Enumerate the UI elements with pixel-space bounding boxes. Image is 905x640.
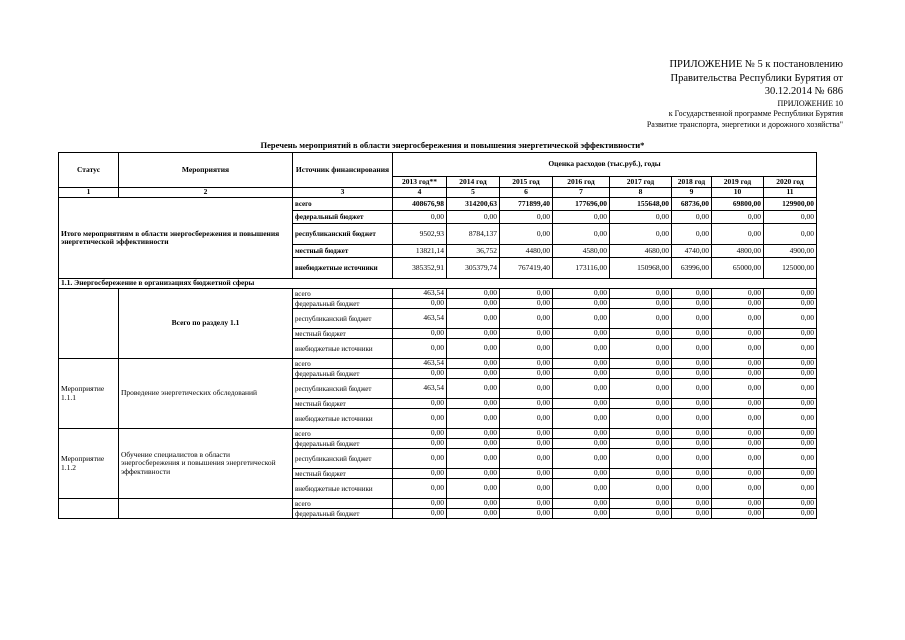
value-cell: 0,00 — [672, 409, 712, 429]
value-cell: 0,00 — [610, 509, 672, 519]
value-cell: 463,54 — [393, 379, 447, 399]
value-cell: 0,00 — [610, 289, 672, 299]
source-cell: федеральный бюджет — [293, 509, 393, 519]
source-cell: внебюджетные источники — [293, 339, 393, 359]
value-cell: 0,00 — [553, 224, 610, 245]
value-cell: 0,00 — [672, 339, 712, 359]
source-cell: всего — [293, 359, 393, 369]
value-cell: 0,00 — [610, 309, 672, 329]
value-cell: 0,00 — [764, 339, 817, 359]
data-row — [59, 499, 817, 509]
year-header: 2015 год — [500, 177, 553, 188]
section-title: 1.1. Энергосбережение в организациях бюджетной сферы — [59, 279, 817, 289]
appendix-header-main — [647, 58, 843, 99]
source-cell: всего — [293, 499, 393, 509]
value-cell: 0,00 — [447, 409, 500, 429]
value-cell: 0,00 — [672, 309, 712, 329]
source-cell: местный бюджет — [293, 329, 393, 339]
header-line: ПРИЛОЖЕНИЕ № 5 к постановлению — [669, 59, 843, 70]
value-cell: 0,00 — [764, 309, 817, 329]
value-cell: 0,00 — [447, 479, 500, 499]
value-cell: 0,00 — [764, 289, 817, 299]
value-cell: 0,00 — [712, 329, 764, 339]
value-cell: 0,00 — [393, 329, 447, 339]
header-line: ПРИЛОЖЕНИЕ 10 — [777, 98, 843, 108]
data-row — [59, 429, 817, 439]
column-number: 6 — [500, 188, 553, 198]
source-cell: республиканский бюджет — [293, 449, 393, 469]
value-cell: 0,00 — [500, 509, 553, 519]
value-cell: 0,00 — [712, 339, 764, 359]
value-cell: 65000,00 — [712, 258, 764, 279]
value-cell: 0,00 — [712, 309, 764, 329]
event-cell: Обучение специалистов в области энергосбережения и повышения энергетической эффективности — [119, 429, 293, 499]
header-line: Развитие транспорта, энергетики и дорожного хозяйства" — [646, 119, 843, 129]
year-header: 2018 год — [672, 177, 712, 188]
appendix-header-sub — [647, 99, 843, 131]
value-cell: 0,00 — [553, 399, 610, 409]
value-cell: 0,00 — [393, 339, 447, 359]
value-cell: 0,00 — [672, 379, 712, 399]
value-cell: 0,00 — [447, 449, 500, 469]
value-cell: 0,00 — [447, 309, 500, 329]
value-cell: 385352,91 — [393, 258, 447, 279]
source-cell: всего — [293, 429, 393, 439]
value-cell: 0,00 — [764, 399, 817, 409]
value-cell: 0,00 — [712, 509, 764, 519]
value-cell: 0,00 — [610, 499, 672, 509]
total-label: Итого мероприятиям в области энергосбережения и повышения энергетической эффективности — [59, 198, 293, 279]
value-cell: 0,00 — [447, 289, 500, 299]
value-cell: 0,00 — [500, 299, 553, 309]
source-cell: федеральный бюджет — [293, 299, 393, 309]
source-cell: республиканский бюджет — [293, 379, 393, 399]
value-cell: 0,00 — [712, 211, 764, 224]
value-cell: 0,00 — [672, 299, 712, 309]
value-cell: 463,54 — [393, 289, 447, 299]
value-cell: 0,00 — [447, 439, 500, 449]
header-row — [59, 153, 817, 177]
value-cell: 0,00 — [764, 429, 817, 439]
value-cell: 0,00 — [553, 309, 610, 329]
value-cell: 0,00 — [672, 499, 712, 509]
value-cell: 0,00 — [553, 469, 610, 479]
value-cell: 0,00 — [610, 429, 672, 439]
value-cell: 0,00 — [712, 299, 764, 309]
value-cell: 0,00 — [447, 509, 500, 519]
value-cell: 0,00 — [672, 289, 712, 299]
value-cell: 0,00 — [393, 299, 447, 309]
value-cell: 4580,00 — [553, 245, 610, 258]
value-cell: 0,00 — [712, 449, 764, 469]
section-row — [59, 279, 817, 289]
column-number: 7 — [553, 188, 610, 198]
value-cell: 0,00 — [553, 329, 610, 339]
value-cell: 4680,00 — [610, 245, 672, 258]
value-cell: 0,00 — [393, 399, 447, 409]
value-cell: 0,00 — [764, 449, 817, 469]
value-cell: 0,00 — [672, 399, 712, 409]
value-cell: 0,00 — [500, 439, 553, 449]
value-cell: 0,00 — [393, 469, 447, 479]
year-header: 2019 год — [712, 177, 764, 188]
value-cell: 463,54 — [393, 359, 447, 369]
value-cell: 150968,00 — [610, 258, 672, 279]
value-cell: 0,00 — [764, 479, 817, 499]
value-cell: 0,00 — [610, 469, 672, 479]
document-title: Перечень мероприятий в области энергосбережения и повышения энергетической эффективности* — [260, 140, 645, 150]
value-cell: 0,00 — [447, 499, 500, 509]
source-cell: внебюджетные источники — [293, 258, 393, 279]
value-cell: 0,00 — [500, 469, 553, 479]
value-cell: 0,00 — [712, 439, 764, 449]
value-cell: 0,00 — [553, 339, 610, 359]
expenses-table — [58, 152, 817, 519]
value-cell: 13821,14 — [393, 245, 447, 258]
column-number: 2 — [119, 188, 293, 198]
value-cell: 0,00 — [500, 379, 553, 399]
value-cell: 0,00 — [764, 409, 817, 429]
value-cell: 0,00 — [712, 399, 764, 409]
value-cell: 0,00 — [672, 469, 712, 479]
value-cell: 0,00 — [447, 369, 500, 379]
source-cell: местный бюджет — [293, 399, 393, 409]
value-cell: 0,00 — [393, 449, 447, 469]
value-cell: 0,00 — [610, 479, 672, 499]
value-cell: 0,00 — [393, 509, 447, 519]
value-cell: 0,00 — [500, 429, 553, 439]
value-cell: 0,00 — [712, 499, 764, 509]
value-cell: 0,00 — [393, 211, 447, 224]
value-cell: 0,00 — [447, 469, 500, 479]
value-cell: 0,00 — [764, 369, 817, 379]
value-cell: 0,00 — [712, 409, 764, 429]
value-cell: 0,00 — [712, 379, 764, 399]
header-line: к Государственной программе Республики Бурятия — [668, 109, 843, 118]
value-cell: 0,00 — [500, 339, 553, 359]
value-cell: 0,00 — [712, 479, 764, 499]
value-cell: 0,00 — [500, 224, 553, 245]
value-cell: 0,00 — [672, 439, 712, 449]
value-cell: 0,00 — [553, 439, 610, 449]
value-cell: 0,00 — [553, 429, 610, 439]
value-cell: 0,00 — [764, 469, 817, 479]
status-cell — [59, 289, 119, 359]
value-cell: 0,00 — [764, 439, 817, 449]
value-cell: 0,00 — [393, 499, 447, 509]
value-cell: 69800,00 — [712, 198, 764, 211]
year-header: 2017 год — [610, 177, 672, 188]
data-row — [59, 359, 817, 369]
column-numbers-row — [59, 188, 817, 198]
source-cell: внебюджетные источники — [293, 409, 393, 429]
source-cell: республиканский бюджет — [293, 309, 393, 329]
value-cell: 0,00 — [553, 409, 610, 429]
value-cell: 0,00 — [553, 299, 610, 309]
column-number: 5 — [447, 188, 500, 198]
value-cell: 0,00 — [672, 359, 712, 369]
value-cell: 0,00 — [712, 429, 764, 439]
value-cell: 0,00 — [553, 359, 610, 369]
source-cell: всего — [293, 198, 393, 211]
value-cell: 4800,00 — [712, 245, 764, 258]
event-cell — [119, 499, 293, 519]
source-cell: федеральный бюджет — [293, 211, 393, 224]
value-cell: 0,00 — [393, 479, 447, 499]
column-number: 1 — [59, 188, 119, 198]
value-cell: 8784,137 — [447, 224, 500, 245]
event-cell: Проведение энергетических обследований — [119, 359, 293, 429]
column-number: 3 — [293, 188, 393, 198]
value-cell: 0,00 — [553, 479, 610, 499]
value-cell: 0,00 — [553, 211, 610, 224]
data-row — [59, 289, 817, 299]
value-cell: 0,00 — [500, 211, 553, 224]
value-cell: 0,00 — [672, 329, 712, 339]
value-cell: 0,00 — [610, 329, 672, 339]
value-cell: 0,00 — [610, 409, 672, 429]
value-cell: 0,00 — [447, 211, 500, 224]
value-cell: 0,00 — [553, 379, 610, 399]
value-cell: 0,00 — [500, 369, 553, 379]
value-cell: 0,00 — [447, 329, 500, 339]
value-cell: 305379,74 — [447, 258, 500, 279]
value-cell: 0,00 — [672, 369, 712, 379]
value-cell: 0,00 — [764, 299, 817, 309]
source-cell: внебюджетные источники — [293, 479, 393, 499]
value-cell: 173116,00 — [553, 258, 610, 279]
value-cell: 125000,00 — [764, 258, 817, 279]
value-cell: 0,00 — [672, 479, 712, 499]
value-cell: 0,00 — [712, 289, 764, 299]
value-cell: 0,00 — [610, 439, 672, 449]
source-cell: федеральный бюджет — [293, 369, 393, 379]
year-header: 2013 год** — [393, 177, 447, 188]
value-cell: 4740,00 — [672, 245, 712, 258]
value-cell: 0,00 — [447, 339, 500, 359]
value-cell: 0,00 — [500, 329, 553, 339]
value-cell: 0,00 — [672, 211, 712, 224]
value-cell: 0,00 — [610, 211, 672, 224]
col-event-header: Мероприятия — [119, 153, 293, 188]
value-cell: 0,00 — [672, 224, 712, 245]
event-cell: Всего по разделу 1.1 — [119, 289, 293, 359]
value-cell: 0,00 — [712, 469, 764, 479]
source-cell: федеральный бюджет — [293, 439, 393, 449]
value-cell: 0,00 — [500, 359, 553, 369]
value-cell: 0,00 — [764, 359, 817, 369]
source-cell: местный бюджет — [293, 469, 393, 479]
value-cell: 0,00 — [553, 509, 610, 519]
column-number: 8 — [610, 188, 672, 198]
value-cell: 0,00 — [447, 379, 500, 399]
value-cell: 0,00 — [610, 449, 672, 469]
status-cell — [59, 499, 119, 519]
value-cell: 0,00 — [764, 329, 817, 339]
column-number: 9 — [672, 188, 712, 198]
value-cell: 9502,93 — [393, 224, 447, 245]
value-cell: 0,00 — [500, 289, 553, 299]
status-cell: Мероприятие 1.1.2 — [59, 429, 119, 499]
value-cell: 0,00 — [447, 359, 500, 369]
value-cell: 0,00 — [610, 369, 672, 379]
col-estimate-header: Оценка расходов (тыс.руб.), годы — [393, 153, 817, 177]
value-cell: 0,00 — [500, 399, 553, 409]
column-number: 11 — [764, 188, 817, 198]
value-cell: 0,00 — [553, 449, 610, 469]
value-cell: 0,00 — [764, 509, 817, 519]
year-header: 2016 год — [553, 177, 610, 188]
value-cell: 155648,00 — [610, 198, 672, 211]
value-cell: 0,00 — [447, 429, 500, 439]
value-cell: 0,00 — [553, 499, 610, 509]
value-cell: 0,00 — [393, 369, 447, 379]
year-header: 2014 год — [447, 177, 500, 188]
value-cell: 177696,00 — [553, 198, 610, 211]
year-header: 2020 год — [764, 177, 817, 188]
value-cell: 0,00 — [447, 399, 500, 409]
column-number: 10 — [712, 188, 764, 198]
value-cell: 463,54 — [393, 309, 447, 329]
value-cell: 0,00 — [500, 449, 553, 469]
status-cell: Мероприятие 1.1.1 — [59, 359, 119, 429]
value-cell: 0,00 — [764, 211, 817, 224]
value-cell: 767419,40 — [500, 258, 553, 279]
value-cell: 0,00 — [764, 224, 817, 245]
value-cell: 0,00 — [500, 309, 553, 329]
value-cell: 0,00 — [610, 359, 672, 369]
col-status-header: Статус — [59, 153, 119, 188]
value-cell: 129900,00 — [764, 198, 817, 211]
source-cell: республиканский бюджет — [293, 224, 393, 245]
value-cell: 0,00 — [610, 299, 672, 309]
value-cell: 36,752 — [447, 245, 500, 258]
value-cell: 0,00 — [610, 339, 672, 359]
value-cell: 408676,98 — [393, 198, 447, 211]
value-cell: 4480,00 — [500, 245, 553, 258]
value-cell: 0,00 — [500, 409, 553, 429]
document-header — [647, 58, 843, 130]
value-cell: 63996,00 — [672, 258, 712, 279]
total-row — [59, 198, 817, 211]
value-cell: 0,00 — [610, 224, 672, 245]
value-cell: 0,00 — [672, 449, 712, 469]
value-cell: 4900,00 — [764, 245, 817, 258]
value-cell: 0,00 — [500, 499, 553, 509]
value-cell: 0,00 — [610, 379, 672, 399]
header-line: 30.12.2014 № 686 — [764, 86, 843, 97]
value-cell: 771899,40 — [500, 198, 553, 211]
value-cell: 0,00 — [610, 399, 672, 409]
value-cell: 0,00 — [764, 379, 817, 399]
col-source-header: Источник финансирования — [293, 153, 393, 188]
value-cell: 314200,63 — [447, 198, 500, 211]
value-cell: 0,00 — [500, 479, 553, 499]
value-cell: 0,00 — [447, 299, 500, 309]
column-number: 4 — [393, 188, 447, 198]
value-cell: 0,00 — [553, 289, 610, 299]
value-cell: 0,00 — [553, 369, 610, 379]
value-cell: 0,00 — [672, 509, 712, 519]
value-cell: 68736,00 — [672, 198, 712, 211]
value-cell: 0,00 — [393, 409, 447, 429]
source-cell: всего — [293, 289, 393, 299]
value-cell: 0,00 — [672, 429, 712, 439]
value-cell: 0,00 — [712, 369, 764, 379]
value-cell: 0,00 — [393, 429, 447, 439]
value-cell: 0,00 — [393, 439, 447, 449]
value-cell: 0,00 — [712, 359, 764, 369]
value-cell: 0,00 — [764, 499, 817, 509]
source-cell: местный бюджет — [293, 245, 393, 258]
header-line: Правительства Республики Бурятия от — [670, 72, 843, 84]
value-cell: 0,00 — [712, 224, 764, 245]
